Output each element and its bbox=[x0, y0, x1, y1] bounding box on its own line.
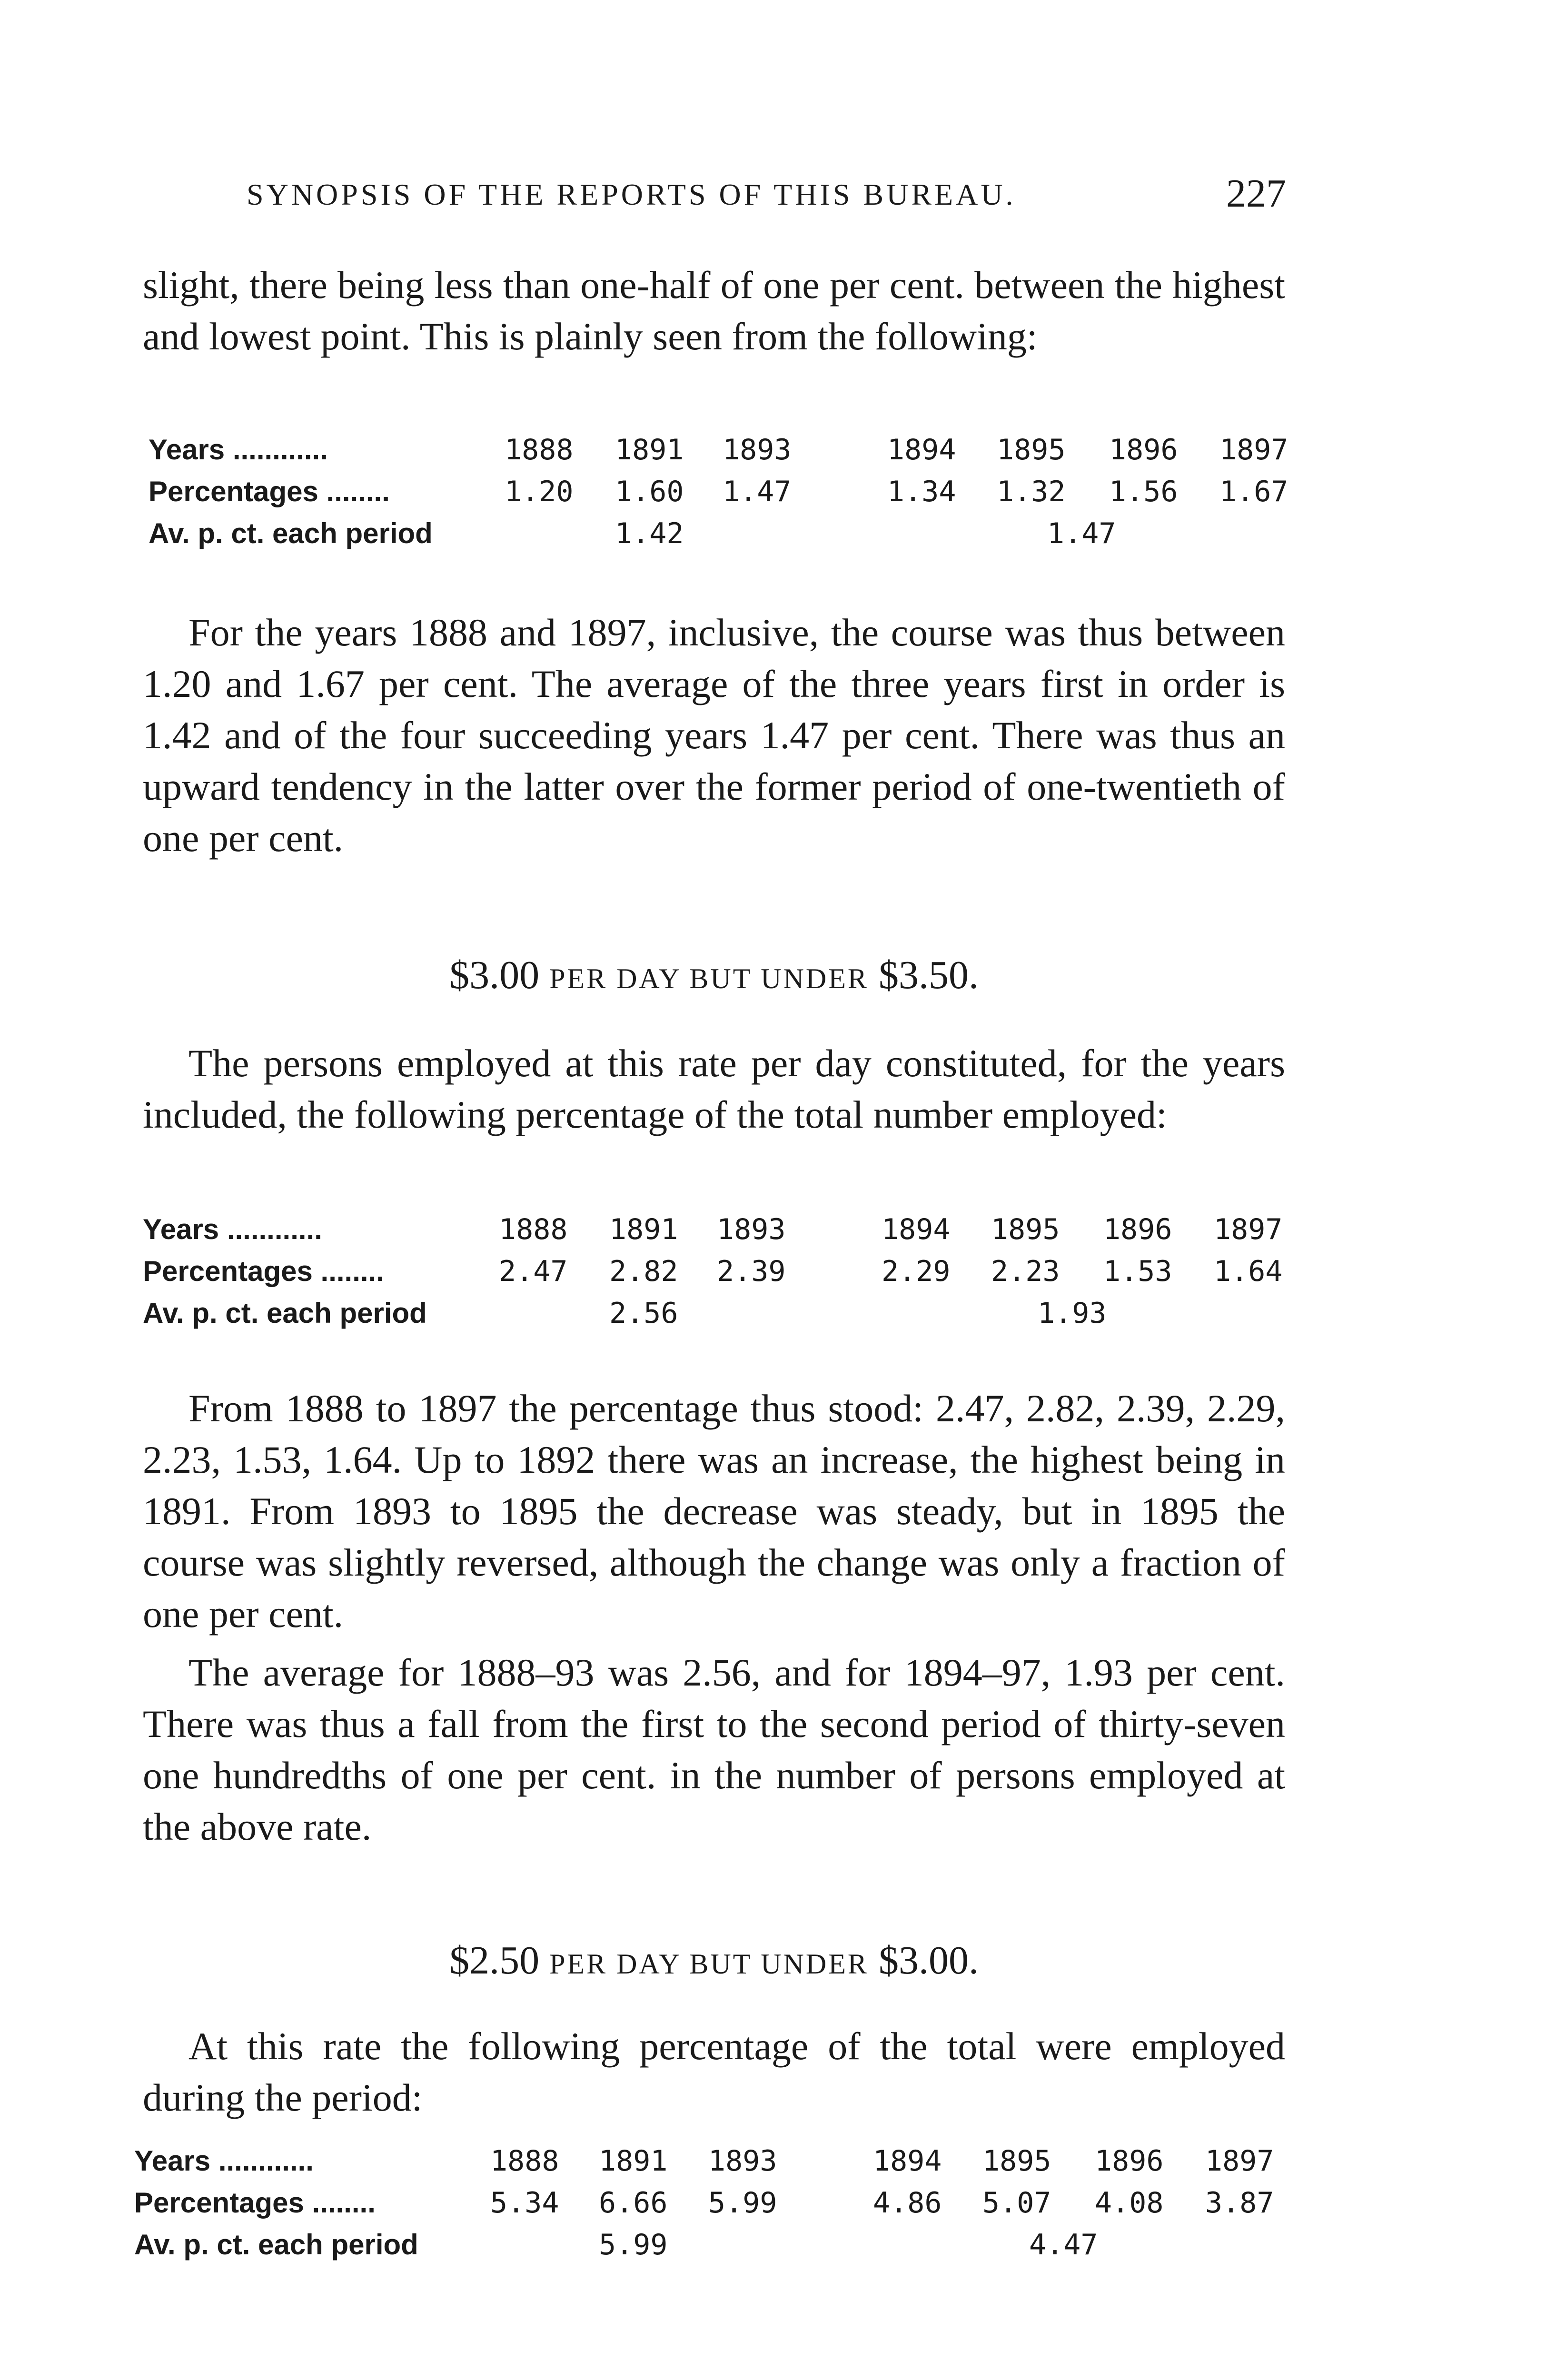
percentage-cell: 5.07 bbox=[982, 2186, 1051, 2220]
year-cell: 1888 bbox=[505, 433, 574, 466]
paragraph-1: For the years 1888 and 1897, inclusive, the course was thus between 1.20 and 1.67 per cent. The average of the three years first in order is 1.42 and of the four succeeding years 1.47 per cent. There was thus an upward tendency in the latter over the former period of one-twentieth of one per cent. bbox=[143, 611, 1285, 860]
year-cell: 1897 bbox=[1205, 2144, 1274, 2178]
heading-amount-start: $2.50 bbox=[449, 1938, 540, 1983]
percentage-cell: 1.34 bbox=[887, 475, 956, 508]
paragraph-3: From 1888 to 1897 the percentage thus stood: 2.47, 2.82, 2.39, 2.29, 2.23, 1.53, 1.64. Up to 1892 there was an increase, the highest being in 1891. From 1893 to 1895 the decrease was steady, but in 1895 the course was slightly reversed, although the change was only a fraction of one per cent. bbox=[143, 1387, 1285, 1636]
percentage-cell: 1.47 bbox=[723, 475, 792, 508]
percentage-cell: 1.56 bbox=[1109, 475, 1178, 508]
percentage-cell: 6.66 bbox=[599, 2186, 668, 2220]
year-cell: 1893 bbox=[723, 433, 792, 466]
percentages-label: Percentages ........ bbox=[149, 476, 390, 507]
paragraph-2: The persons employed at this rate per day constituted, for the years included, the following percentage of the total number employed: bbox=[143, 1041, 1285, 1136]
percentage-cell: 1.32 bbox=[997, 475, 1066, 508]
section-heading-3-00 bbox=[143, 952, 1285, 998]
year-cell: 1895 bbox=[982, 2144, 1051, 2178]
percentage-cell: 4.08 bbox=[1095, 2186, 1164, 2220]
average-cell: 4.47 bbox=[1029, 2228, 1098, 2261]
year-cell: 1894 bbox=[887, 433, 956, 466]
year-cell: 1896 bbox=[1095, 2144, 1164, 2178]
year-cell: 1897 bbox=[1214, 1213, 1283, 1246]
heading-amount-end: $3.50. bbox=[878, 953, 979, 997]
year-cell: 1896 bbox=[1109, 433, 1178, 466]
average-cell: 5.99 bbox=[599, 2228, 668, 2261]
year-cell: 1888 bbox=[499, 1213, 568, 1246]
percentages-label: Percentages ........ bbox=[134, 2187, 376, 2219]
heading-amount-end: $3.00. bbox=[878, 1938, 979, 1983]
percentage-cell: 2.39 bbox=[717, 1255, 786, 1288]
percentage-cell: 2.47 bbox=[499, 1255, 568, 1288]
intro-paragraph: slight, there being less than one-half of one per cent. between the highest and lowest point. This is plainly seen from the following: bbox=[143, 263, 1285, 358]
years-label: Years ............ bbox=[149, 434, 328, 466]
percentage-cell: 1.67 bbox=[1219, 475, 1288, 508]
percentage-cell: 5.34 bbox=[490, 2186, 559, 2220]
heading-text: PER DAY BUT UNDER bbox=[549, 963, 869, 994]
percentage-cell: 1.60 bbox=[615, 475, 684, 508]
running-title: SYNOPSIS OF THE REPORTS OF THIS BUREAU. bbox=[247, 178, 1016, 211]
years-label: Years ............ bbox=[134, 2145, 314, 2177]
average-cell: 1.42 bbox=[615, 517, 684, 550]
year-cell: 1894 bbox=[873, 2144, 942, 2178]
year-cell: 1891 bbox=[615, 433, 684, 466]
year-cell: 1897 bbox=[1219, 433, 1288, 466]
section-heading-2-50 bbox=[143, 1937, 1285, 1983]
year-cell: 1896 bbox=[1103, 1213, 1172, 1246]
percentage-cell: 2.82 bbox=[609, 1255, 678, 1288]
heading-amount-start: $3.00 bbox=[449, 953, 540, 997]
average-label: Av. p. ct. each period bbox=[134, 2229, 418, 2261]
year-cell: 1891 bbox=[599, 2144, 668, 2178]
year-cell: 1895 bbox=[991, 1213, 1060, 1246]
year-cell: 1891 bbox=[609, 1213, 678, 1246]
average-cell: 1.47 bbox=[1047, 517, 1116, 550]
percentage-cell: 5.99 bbox=[708, 2186, 777, 2220]
year-cell: 1893 bbox=[708, 2144, 777, 2178]
average-label: Av. p. ct. each period bbox=[143, 1297, 427, 1329]
year-cell: 1895 bbox=[997, 433, 1066, 466]
years-label: Years ............ bbox=[143, 1213, 322, 1245]
percentages-label: Percentages ........ bbox=[143, 1255, 384, 1287]
paragraph-5: At this rate the following percentage of the total were employed during the period: bbox=[143, 2024, 1285, 2119]
heading-text: PER DAY BUT UNDER bbox=[549, 1948, 869, 1980]
year-cell: 1893 bbox=[717, 1213, 786, 1246]
page-number: 227 bbox=[1226, 171, 1286, 216]
percentage-cell: 2.29 bbox=[882, 1255, 951, 1288]
average-cell: 1.93 bbox=[1038, 1297, 1107, 1330]
average-cell: 2.56 bbox=[609, 1297, 678, 1330]
percentage-cell: 3.87 bbox=[1205, 2186, 1274, 2220]
percentage-cell: 4.86 bbox=[873, 2186, 942, 2220]
average-label: Av. p. ct. each period bbox=[149, 517, 433, 549]
percentage-cell: 2.23 bbox=[991, 1255, 1060, 1288]
paragraph-4: The average for 1888–93 was 2.56, and for 1894–97, 1.93 per cent. There was thus a fall from the first to the second period of thirty-seven one hundredths of one per cent. in the number of persons employed at the above rate. bbox=[143, 1651, 1285, 1848]
year-cell: 1894 bbox=[882, 1213, 951, 1246]
percentage-cell: 1.64 bbox=[1214, 1255, 1283, 1288]
percentage-cell: 1.20 bbox=[505, 475, 574, 508]
percentage-cell: 1.53 bbox=[1103, 1255, 1172, 1288]
year-cell: 1888 bbox=[490, 2144, 559, 2178]
